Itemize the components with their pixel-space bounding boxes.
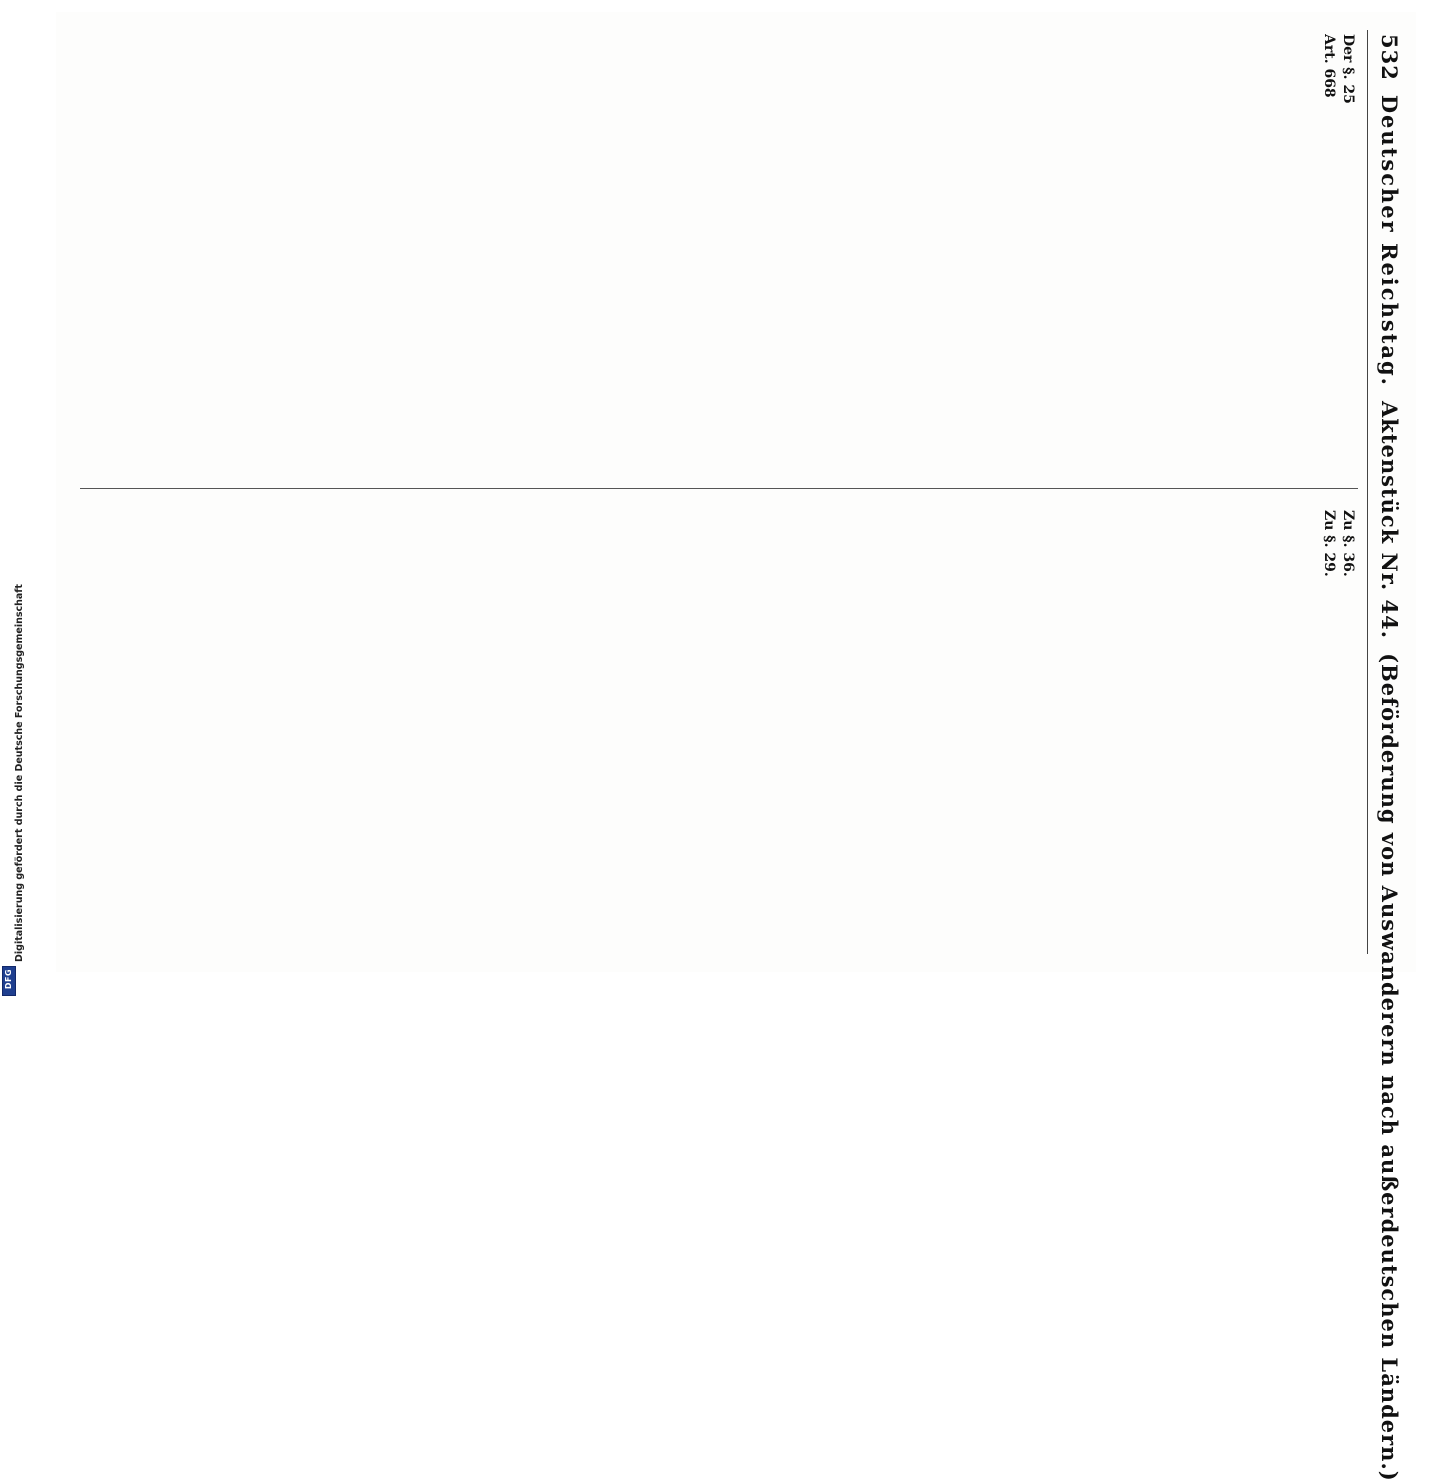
document-topic: (Beförderung von Auswanderern nach außerdeutschen Ländern.) xyxy=(1377,653,1402,1482)
dfg-logo-text: DFG xyxy=(4,968,13,990)
section-marker: Zu §. 29. xyxy=(1321,510,1338,577)
document-number: Aktenstück Nr. 44. xyxy=(1377,400,1402,640)
page-number: 532 xyxy=(1377,34,1402,81)
header-rule xyxy=(1367,30,1368,954)
publication-title: Deutscher Reichstag. xyxy=(1377,94,1402,387)
dfg-logo-icon xyxy=(2,966,16,996)
column-divider xyxy=(80,488,1358,489)
text-column-right xyxy=(80,510,1358,950)
credit-text: Digitalisierung gefördert durch die Deutsche Forschungsgemeinschaft xyxy=(14,584,25,962)
section-marker: Zu §. 36. xyxy=(1340,510,1356,577)
text-column-left xyxy=(80,34,1358,474)
digitization-credit xyxy=(2,584,25,988)
page-header xyxy=(1372,34,1402,1482)
section-marker: Der §. 25 xyxy=(1340,34,1356,104)
section-marker: Art. 668 xyxy=(1321,34,1338,98)
document-page xyxy=(56,12,1416,1482)
